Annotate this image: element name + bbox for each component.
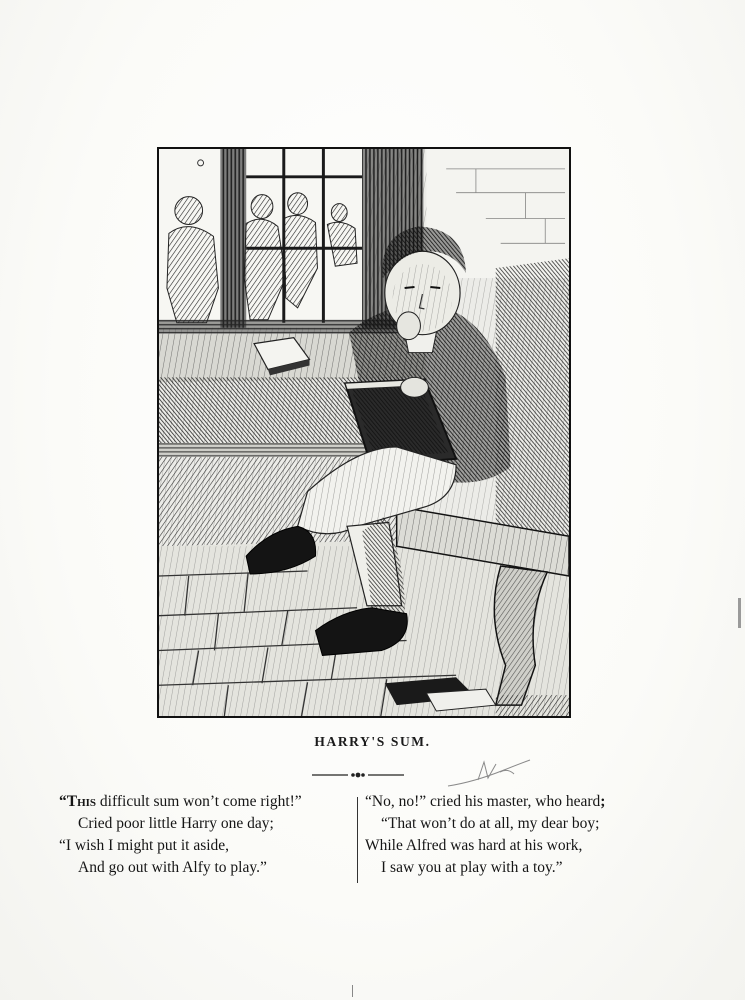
page-edge-mark <box>738 598 741 628</box>
stanza-right-line-1 <box>365 791 605 813</box>
pencil-annotation-mark <box>444 750 534 792</box>
engraving-illustration <box>157 147 571 718</box>
stanza-right <box>365 791 605 879</box>
stanza-left-line-4: And go out with Alfy to play.” <box>78 859 267 876</box>
illustration-caption: HARRY'S SUM. <box>314 734 431 749</box>
opening-quote: “ <box>59 793 67 810</box>
stanza-left-line-1 <box>59 791 302 813</box>
stanza-right-line-3: While Alfred was hard at his work, <box>365 837 583 854</box>
page-bottom-mark <box>352 985 357 997</box>
stanza-left <box>59 791 302 879</box>
line-punctuation: ; <box>600 793 606 810</box>
engraving-svg <box>159 149 569 716</box>
column-divider <box>357 797 358 883</box>
ornament-rule <box>312 770 404 780</box>
stanza-right-line-2: “That won’t do at all, my dear boy; <box>381 815 600 832</box>
line-text: “No, no!” cried his master, who heard <box>365 793 601 810</box>
verses-block <box>0 791 745 901</box>
stanza-left-line-3: “I wish I might put it aside, <box>59 837 230 854</box>
smallcaps-word: This <box>66 793 97 810</box>
line-text: difficult sum won’t come right!” <box>96 793 302 810</box>
stanza-left-line-2: Cried poor little Harry one day; <box>78 815 274 832</box>
stanza-right-line-4: I saw you at play with a toy.” <box>381 859 563 876</box>
